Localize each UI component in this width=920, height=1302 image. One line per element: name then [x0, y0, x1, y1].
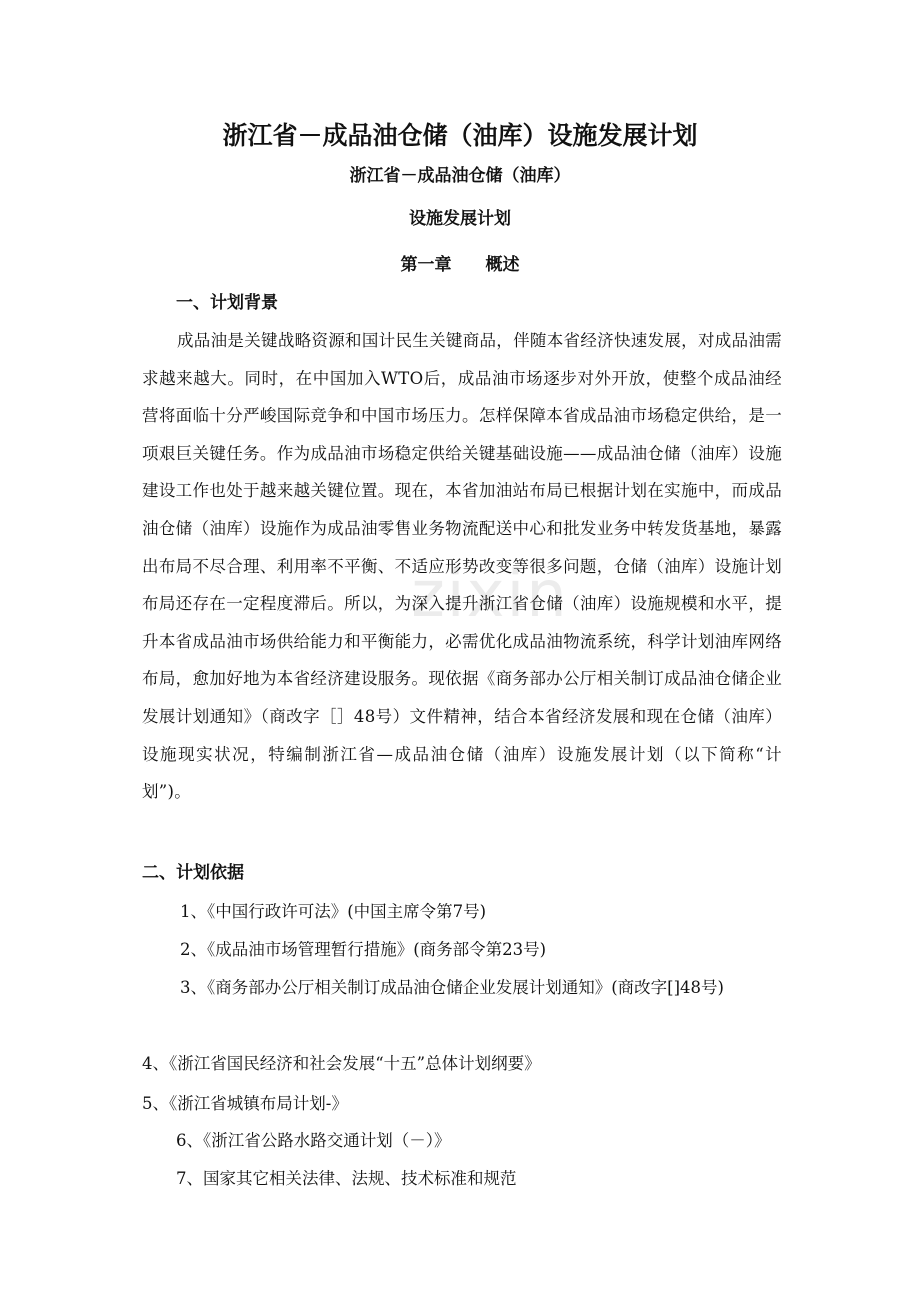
document-title: 浙江省－成品油仓储（油库）设施发展计划 — [222, 121, 698, 150]
basis-item-3: 3、《商务部办公厅相关制订成品油仓储企业发展计划通知》(商改字[]48号) — [180, 978, 724, 997]
basis-item-6: 6、《浙江省公路水路交通计划（－）》 — [176, 1131, 451, 1150]
background-paragraph: 成品油是关键战略资源和国计民生关键商品，伴随本省经济快速发展，对成品油需求越来越大。同时，在中国加入WTO后，成品油市场逐步对外开放，使整个成品油经营将面临十分严峻国际竞争和中国市场压力。怎样保障本省成品油市场稳定供给，是一项艰巨关键任务。作为成品油市场稳定供给关键基础设施——成品油仓储（油库）设施建设工作也处于越来越关键位置。现在，本省加油站布局已根据计划在实施中，而成品油仓储（油库）设施作为成品油零售业务物流配送中心和批发业务中转发货基地，暴露出布局不尽合理、利用率不平衡、不适应形势改变等很多问题，仓储（油库）设施计划布局还存在一定程度滞后。所以，为深入提升浙江省仓储（油库）设施规模和水平，提升本省成品油市场供给能力和平衡能力，必需优化成品油物流系统，科学计划油库网络布局，愈加好地为本省经济建设服务。现依据《商务部办公厅相关制订成品油仓储企业发展计划通知》（商改字［］48号）文件精神，结合本省经济发展和现在仓储（油库）设施现实状况，特编制浙江省—成品油仓储（油库）设施发展计划（以下简称“计划”)。 — [142, 331, 782, 802]
document-subtitle-line1: 浙江省－成品油仓储（油库） — [349, 166, 571, 186]
basis-item-2: 2、《成品油市场管理暂行措施》(商务部令第23号) — [180, 940, 547, 959]
document-subtitle-line2: 设施发展计划 — [409, 209, 511, 229]
watermark: zixin — [411, 558, 569, 632]
section-heading-basis: 二、计划依据 — [142, 863, 244, 883]
basis-item-7: 7、国家其它相关法律、法规、技术标准和规范 — [176, 1169, 517, 1188]
basis-item-4: 4、《浙江省国民经济和社会发展“十五”总体计划纲要》 — [142, 1054, 541, 1073]
basis-item-5: 5、《浙江省城镇布局计划-》 — [142, 1094, 348, 1113]
section-heading-background: 一、计划背景 — [176, 293, 278, 313]
chapter-heading: 第一章 概述 — [400, 255, 520, 275]
basis-item-1: 1、《中国行政许可法》(中国主席令第7号) — [180, 902, 487, 921]
